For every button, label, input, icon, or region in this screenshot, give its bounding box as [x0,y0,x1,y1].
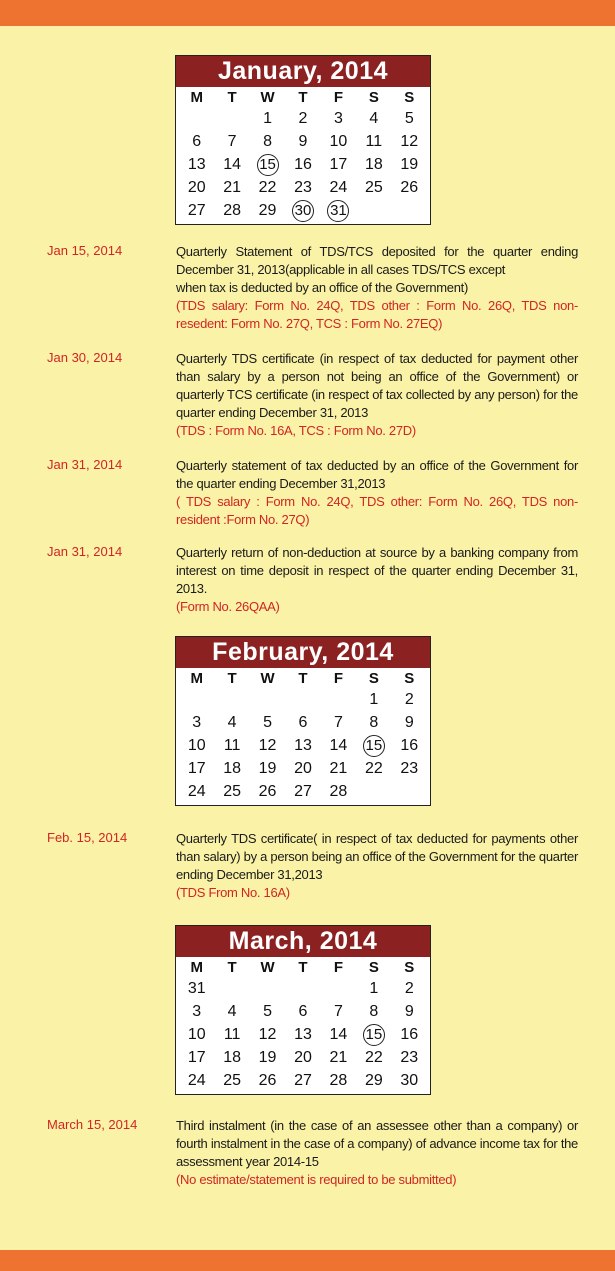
event-text-line: Quarterly TDS certificate (in respect of tax deducted for payment other than salary by a person not being an office of the Government) or quarterly TCS certificate (in respect of tax collected by any person) for the quarter ending December 31, 2013 [176,351,578,420]
day-cell: 27 [294,783,312,800]
day-cell: 4 [369,110,379,127]
day-cell: 8 [369,714,379,731]
day-cell: 24 [187,783,206,800]
empty-day-cell [356,780,391,803]
weekday-header: T [227,89,237,106]
day-cell: 5 [263,1003,273,1020]
day-cell: 11 [223,1026,241,1043]
day-cell: 6 [298,714,308,731]
day-cell: 25 [223,1072,242,1089]
day-cell: 11 [365,133,383,150]
day-cell: 20 [294,760,312,777]
weekday-header: T [298,89,308,106]
day-number: 31 [327,200,349,222]
day-cell: 20 [294,1049,312,1066]
day-cell: 22 [258,179,277,196]
event-description [176,243,578,333]
weekday-header: T [227,670,237,687]
weekday-header: W [260,959,275,976]
day-cell: 10 [187,1026,206,1043]
day-cell: 10 [187,737,206,754]
day-cell: 5 [404,110,414,127]
form-note: (TDS : Form No. 16A, TCS : Form No. 27D) [176,423,416,438]
day-cell: 26 [258,1072,277,1089]
event-text-line: when tax is deducted by an office of the Government) [176,280,469,295]
day-cell: 19 [258,1049,277,1066]
day-cell: 4 [227,1003,237,1020]
empty-day-cell [321,977,356,1000]
day-cell: 28 [223,202,242,219]
day-cell: 23 [294,179,312,196]
day-cell: 14 [329,737,348,754]
event-description [176,350,578,440]
day-cell: 20 [187,179,206,196]
day-cell: 16 [400,1026,419,1043]
day-cell: 3 [192,714,202,731]
day-cell: 19 [258,760,277,777]
weekday-header: S [404,89,415,106]
day-cell: 21 [329,1049,348,1066]
day-cell: 2 [404,980,414,997]
day-number: 15 [257,154,279,176]
day-cell: 12 [258,737,277,754]
form-note: (No estimate/statement is required to be submitted) [176,1172,457,1187]
event-text-line: Quarterly statement of tax deducted by an office of the Government for the quarter ending December 31,2013 [176,458,578,491]
form-note: ( TDS salary : Form No. 24Q, TDS other: Form No. 26Q, TDS non-resident :Form No. 27Q) [176,494,578,527]
day-cell: 27 [187,202,206,219]
day-cell: 9 [404,714,414,731]
empty-day-cell [285,977,320,1000]
weekday-header: W [260,670,275,687]
day-cell: 8 [263,133,273,150]
weekday-header: S [368,89,379,106]
event-description [176,544,578,616]
day-cell: 13 [294,1026,312,1043]
day-cell: 6 [192,133,202,150]
empty-day-cell [179,107,214,130]
form-note: (TDS From No. 16A) [176,885,290,900]
day-cell: 25 [223,783,242,800]
day-cell: 1 [369,691,379,708]
day-cell: 28 [329,783,348,800]
circled-day-cell [285,199,320,222]
weekday-header: S [368,670,379,687]
day-cell: 29 [364,1072,383,1089]
day-cell: 17 [329,156,348,173]
day-cell: 11 [223,737,241,754]
event-description [176,457,578,529]
weekday-header: T [298,670,308,687]
circled-day-cell [250,153,285,176]
day-cell: 12 [258,1026,277,1043]
calendar-grid [176,87,430,224]
empty-day-cell [214,688,249,711]
empty-day-cell [250,688,285,711]
weekday-header: W [260,89,275,106]
day-cell: 23 [400,760,419,777]
day-cell: 13 [187,156,206,173]
empty-day-cell [179,688,214,711]
day-cell: 7 [227,133,237,150]
event-text-line: Quarterly Statement of TDS/TCS deposited for the quarter ending December 31, 2013(applicable in all cases TDS/TCS except [176,244,578,277]
day-cell: 28 [329,1072,348,1089]
day-cell: 22 [364,760,383,777]
day-cell: 25 [364,179,383,196]
empty-day-cell [392,780,427,803]
circled-day-cell [356,734,391,757]
day-cell: 23 [400,1049,419,1066]
day-cell: 18 [223,1049,242,1066]
weekday-header: T [227,959,237,976]
calendar-title: March, 2014 [176,926,430,957]
event-date: Jan 31, 2014 [47,457,123,472]
day-cell: 6 [298,1003,308,1020]
event-text-line: Quarterly return of non-deduction at source by a banking company from interest on time deposit in respect of the quarter ending December 31, 2013. [176,545,578,596]
event-description [176,1117,578,1189]
day-cell: 5 [263,714,273,731]
day-cell: 12 [400,133,419,150]
form-note: (TDS salary: Form No. 24Q, TDS other : Form No. 26Q, TDS non-resedent: Form No. 27Q, TCS : Form No. 27EQ) [176,298,578,331]
day-cell: 1 [369,980,379,997]
day-number: 30 [292,200,314,222]
day-cell: 21 [223,179,242,196]
weekday-header: F [333,959,343,976]
weekday-header: M [190,959,203,976]
day-cell: 26 [258,783,277,800]
weekday-header: M [190,670,203,687]
day-cell: 8 [369,1003,379,1020]
calendar-title: January, 2014 [176,56,430,87]
day-cell: 3 [192,1003,202,1020]
day-cell: 9 [404,1003,414,1020]
event-text-line: Third instalment (in the case of an assessee other than a company) or fourth instalment in the case of a company) of advance income tax for the assessment year 2014-15 [176,1118,578,1169]
day-cell: 2 [404,691,414,708]
day-cell: 24 [329,179,348,196]
event-date: March 15, 2014 [47,1117,138,1132]
calendar-february [175,636,431,806]
calendar-grid [176,668,430,805]
day-cell: 7 [333,714,343,731]
event-description [176,830,578,902]
weekday-header: S [404,959,415,976]
day-cell: 30 [400,1072,419,1089]
empty-day-cell [356,199,391,222]
calendar-january [175,55,431,225]
event-date: Jan 30, 2014 [47,350,123,365]
empty-day-cell [250,977,285,1000]
day-cell: 18 [364,156,383,173]
calendar-grid [176,957,430,1094]
calendar-march [175,925,431,1095]
day-cell: 1 [263,110,273,127]
calendar-title: February, 2014 [176,637,430,668]
day-cell: 13 [294,737,312,754]
event-text-line: Quarterly TDS certificate( in respect of tax deducted for payments other than salary) by a person being an office of the Government for the quarter ending December 31,2013 [176,831,578,882]
day-cell: 14 [329,1026,348,1043]
day-cell: 19 [400,156,419,173]
empty-day-cell [285,688,320,711]
day-cell: 3 [333,110,343,127]
day-cell: 24 [187,1072,206,1089]
day-cell: 16 [400,737,419,754]
day-cell: 26 [400,179,419,196]
day-cell: 31 [187,980,206,997]
event-date: Jan 31, 2014 [47,544,123,559]
day-number: 15 [363,735,385,757]
weekday-header: F [333,89,343,106]
form-note: (Form No. 26QAA) [176,599,280,614]
day-cell: 2 [298,110,308,127]
bottom-band [0,1250,615,1271]
day-cell: 14 [223,156,242,173]
day-cell: 18 [223,760,242,777]
event-date: Feb. 15, 2014 [47,830,128,845]
day-cell: 7 [333,1003,343,1020]
empty-day-cell [392,199,427,222]
empty-day-cell [321,688,356,711]
day-cell: 21 [329,760,348,777]
day-cell: 9 [298,133,308,150]
day-cell: 10 [329,133,348,150]
weekday-header: M [190,89,203,106]
day-cell: 16 [294,156,312,173]
circled-day-cell [321,199,356,222]
day-number: 15 [363,1024,385,1046]
empty-day-cell [214,107,249,130]
day-cell: 17 [187,760,206,777]
event-date: Jan 15, 2014 [47,243,123,258]
day-cell: 17 [187,1049,206,1066]
weekday-header: T [298,959,308,976]
day-cell: 27 [294,1072,312,1089]
circled-day-cell [356,1023,391,1046]
weekday-header: F [333,670,343,687]
top-band [0,0,615,26]
weekday-header: S [404,670,415,687]
weekday-header: S [368,959,379,976]
day-cell: 4 [227,714,237,731]
day-cell: 29 [258,202,277,219]
day-cell: 22 [364,1049,383,1066]
empty-day-cell [214,977,249,1000]
